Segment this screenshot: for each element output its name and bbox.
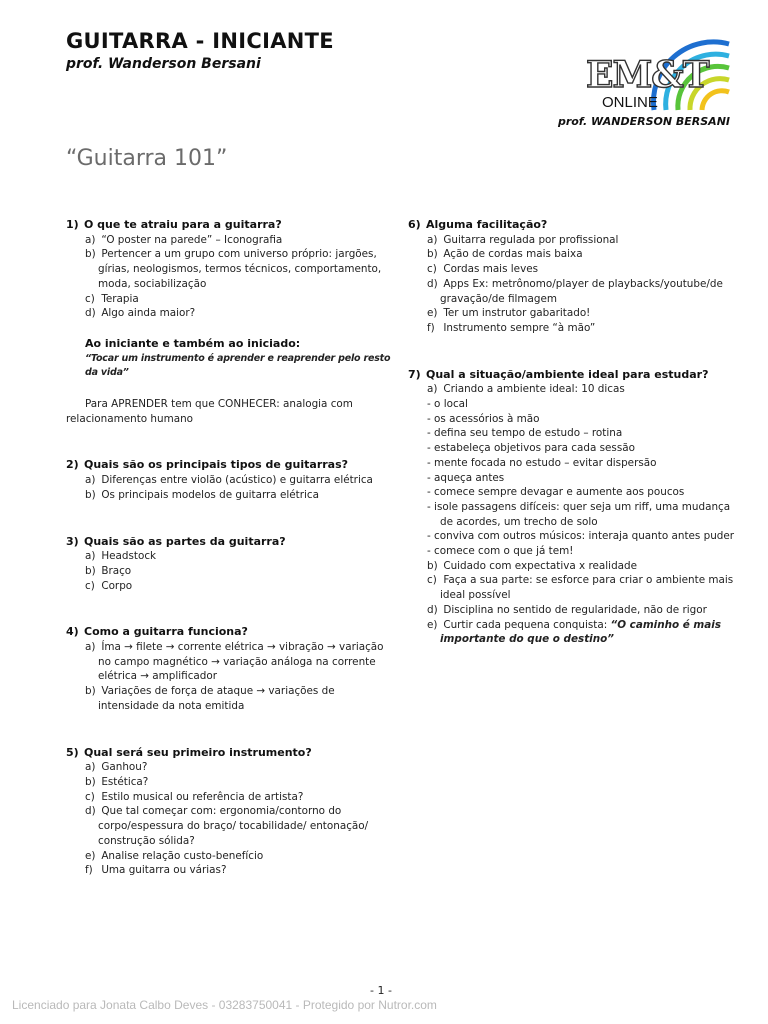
question-2-list <box>66 473 396 502</box>
logo-text: EM&T <box>586 54 709 96</box>
list-item: b) Estética? <box>85 775 149 788</box>
logo-online: ONLINE <box>602 94 658 111</box>
tip-item: - conviva com outros músicos: interaja quanto antes puder <box>427 530 735 543</box>
list-item: a) Ganhou? <box>85 761 148 774</box>
question-4-list <box>66 640 396 714</box>
list-item: c) Corpo <box>85 579 133 592</box>
header-subtitle: prof. Wanderson Bersani <box>66 56 261 72</box>
list-item: b) Ação de cordas mais baixa <box>427 248 583 261</box>
header-title: GUITARRA - INICIANTE <box>66 29 334 53</box>
question-3-list <box>66 549 396 593</box>
question-7-list-b <box>408 559 738 647</box>
list-item: c) Cordas mais leves <box>427 263 539 276</box>
list-item: a) “O poster na parede” – Iconografia <box>85 233 283 246</box>
tip-item: - comece com o que já tem! <box>427 545 574 558</box>
question-6-list <box>408 233 738 336</box>
emt-online-logo <box>584 36 734 116</box>
list-item: e) Curtir cada pequena conquista: “O caminho é mais importante do que o destino” <box>427 618 722 646</box>
list-item: c) Faça a sua parte: se esforce para criar o ambiente mais ideal possível <box>427 574 734 602</box>
question-3: 3) Quais são as partes da guitarra? <box>66 534 286 548</box>
list-item: d) Algo ainda maior? <box>85 307 196 320</box>
quote: “Tocar um instrumento é aprender e reaprender pelo resto da vida” <box>85 352 391 379</box>
list-item: c) Estilo musical ou referência de artista? <box>85 790 304 803</box>
left-column <box>66 218 396 878</box>
list-item: b) Pertencer a um grupo com universo próprio: jargões, gírias, neologismos, termos técnicos, comportamento, moda, sociabilização <box>85 248 382 290</box>
list-item: f) Uma guitarra ou várias? <box>85 864 227 877</box>
list-item: e) Analise relação custo-benefício <box>85 849 264 862</box>
question-7: 7) Qual a situação/ambiente ideal para estudar? <box>408 367 709 381</box>
tip-item: - os acessórios à mão <box>427 412 540 425</box>
list-item: b) Variações de força de ataque → variações de intensidade da nota emitida <box>85 685 335 712</box>
question-1: 1) O que te atraiu para a guitarra? <box>66 218 282 231</box>
tips-list <box>408 397 738 559</box>
question-6: 6) Alguma facilitação? <box>408 218 548 231</box>
document-title: “Guitarra 101” <box>66 146 228 171</box>
question-4: 4) Como a guitarra funciona? <box>66 625 248 639</box>
page-number: - 1 - <box>370 984 392 997</box>
paragraph-aprender: Para APRENDER tem que CONHECER: analogia com relacionamento humano <box>66 398 353 425</box>
list-item: a) Guitarra regulada por profissional <box>427 233 619 246</box>
question-7-list-a <box>408 382 738 397</box>
right-column <box>408 218 738 647</box>
list-item: d) Disciplina no sentido de regularidade, não de rigor <box>427 603 707 616</box>
list-item: a) Diferenças entre violão (acústico) e guitarra elétrica <box>85 474 373 487</box>
list-item: b) Os principais modelos de guitarra elétrica <box>85 488 319 501</box>
question-2: 2) Quais são os principais tipos de guitarras? <box>66 458 349 472</box>
tip-item: - estabeleça objetivos para cada sessão <box>427 442 635 455</box>
list-item: d) Apps Ex: metrônomo/player de playbacks/youtube/de gravação/de filmagem <box>427 277 723 305</box>
question-1-list <box>66 233 396 321</box>
license-footer: Licenciado para Jonata Calbo Deves - 03283750041 - Protegido por Nutror.com <box>12 998 437 1012</box>
list-item: a) Íma → filete → corrente elétrica → vibração → variação no campo magnético → variação análoga na corrente elétrica → amplificador <box>85 641 384 683</box>
tip-item: - defina seu tempo de estudo – rotina <box>427 427 623 440</box>
list-item: d) Que tal começar com: ergonomia/contorno do corpo/espessura do braço/ tocabilidade/ entonação/ construção sólida? <box>85 805 369 847</box>
list-item: a) Headstock <box>85 550 157 563</box>
list-item: b) Braço <box>85 564 132 577</box>
list-item: c) Terapia <box>85 292 139 305</box>
tip-item: - aqueça antes <box>427 471 505 484</box>
list-item: b) Cuidado com expectativa x realidade <box>427 559 638 572</box>
question-5: 5) Qual será seu primeiro instrumento? <box>66 745 312 759</box>
list-item: a) Criando a ambiente ideal: 10 dicas <box>427 383 625 396</box>
tip-item: - isole passagens difíceis: quer seja um riff, uma mudança de acordes, um trecho de solo <box>427 500 731 528</box>
subheading-iniciante: Ao iniciante e também ao iniciado: <box>85 336 301 350</box>
question-5-list <box>66 760 396 878</box>
list-item: e) Ter um instrutor gabaritado! <box>427 307 591 320</box>
emphasis-quote: “O caminho é mais importante do que o destino” <box>440 618 722 646</box>
tip-item: - mente focada no estudo – evitar dispersão <box>427 456 657 469</box>
logo-prof: prof. WANDERSON BERSANI <box>557 115 730 128</box>
tip-item: - comece sempre devagar e aumente aos poucos <box>427 486 685 499</box>
tip-item: - o local <box>427 398 468 411</box>
list-item: f) Instrumento sempre “à mão” <box>427 321 596 334</box>
